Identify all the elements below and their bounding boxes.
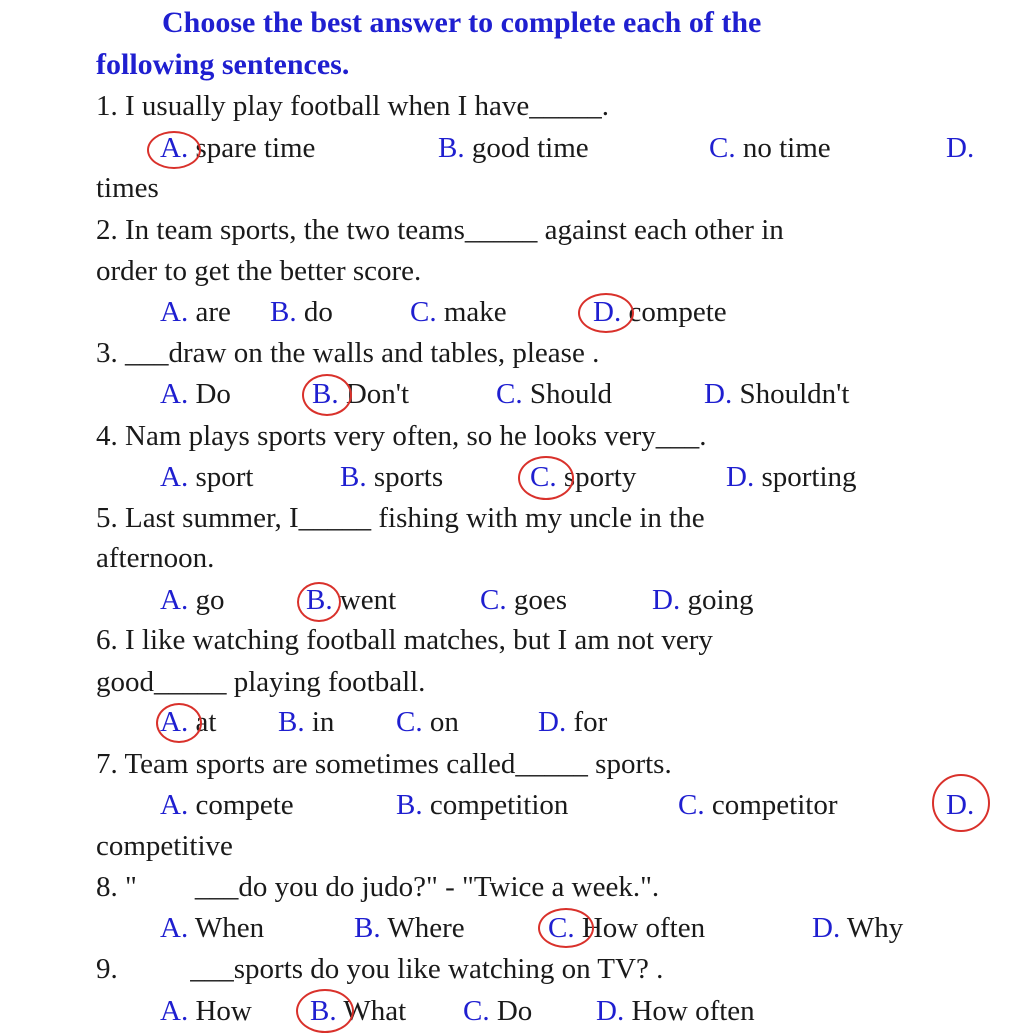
option-a[interactable]: A. go [160,584,225,616]
option-c[interactable]: C. no time [709,132,831,164]
option-b[interactable]: B. Don't [312,378,410,410]
option-d[interactable]: D. How often [596,995,755,1027]
option-c[interactable]: C. sporty [530,461,637,493]
option-b[interactable]: B. went [306,584,397,616]
option-b[interactable]: B. in [278,706,335,738]
option-b[interactable]: B. do [270,296,333,328]
question-text: 7. Team sports are sometimes called_____ sports. [96,748,672,780]
option-d[interactable]: D. [946,789,975,821]
option-a[interactable]: A. When [160,912,265,944]
option-d-text: competitive [96,830,233,862]
option-a[interactable]: A. are [160,296,231,328]
title-line-2: following sentences. [96,48,350,81]
option-d[interactable]: D. sporting [726,461,857,493]
option-a[interactable]: A. compete [160,789,294,821]
question-text: 3. ___draw on the walls and tables, please . [96,337,600,369]
option-c[interactable]: C. goes [480,584,568,616]
option-d[interactable]: D. [946,132,975,164]
question-text: 5. Last summer, I_____ fishing with my uncle in the [96,502,705,534]
option-d[interactable]: D. Why [812,912,904,944]
option-c[interactable]: C. Do [463,995,533,1027]
question-text: 4. Nam plays sports very often, so he looks very___. [96,420,707,452]
question-text-continued: good_____ playing football. [96,666,426,698]
option-d-text: times [96,172,159,204]
option-b[interactable]: B. sports [340,461,444,493]
option-a[interactable]: A. sport [160,461,254,493]
title-line-1: Choose the best answer to complete each of the [162,6,762,39]
option-c[interactable]: C. make [410,296,507,328]
option-c[interactable]: C. on [396,706,459,738]
option-d[interactable]: D. for [538,706,608,738]
option-b[interactable]: B. competition [396,789,569,821]
question-text: 6. I like watching football matches, but I am not very [96,624,713,656]
question-text: 9. ___sports do you like watching on TV? . [96,953,664,985]
question-text: 1. I usually play football when I have_____. [96,90,610,122]
option-b[interactable]: B. Where [354,912,465,944]
question-text-continued: order to get the better score. [96,255,422,287]
option-c[interactable]: C. competitor [678,789,838,821]
option-a[interactable]: A. How [160,995,252,1027]
option-b[interactable]: B. What [310,995,407,1027]
question-text: 2. In team sports, the two teams_____ against each other in [96,214,784,246]
question-text-continued: afternoon. [96,542,215,574]
option-d[interactable]: D. going [652,584,754,616]
option-a[interactable]: A. Do [160,378,231,410]
option-c[interactable]: C. How often [548,912,706,944]
option-d[interactable]: D. compete [593,296,727,328]
option-a[interactable]: A. spare time [160,132,316,164]
option-c[interactable]: C. Should [496,378,613,410]
option-a[interactable]: A. at [160,706,217,738]
option-b[interactable]: B. good time [438,132,589,164]
question-text: 8. " ___do you do judo?" - "Twice a week.". [96,871,660,903]
option-d[interactable]: D. Shouldn't [704,378,850,410]
